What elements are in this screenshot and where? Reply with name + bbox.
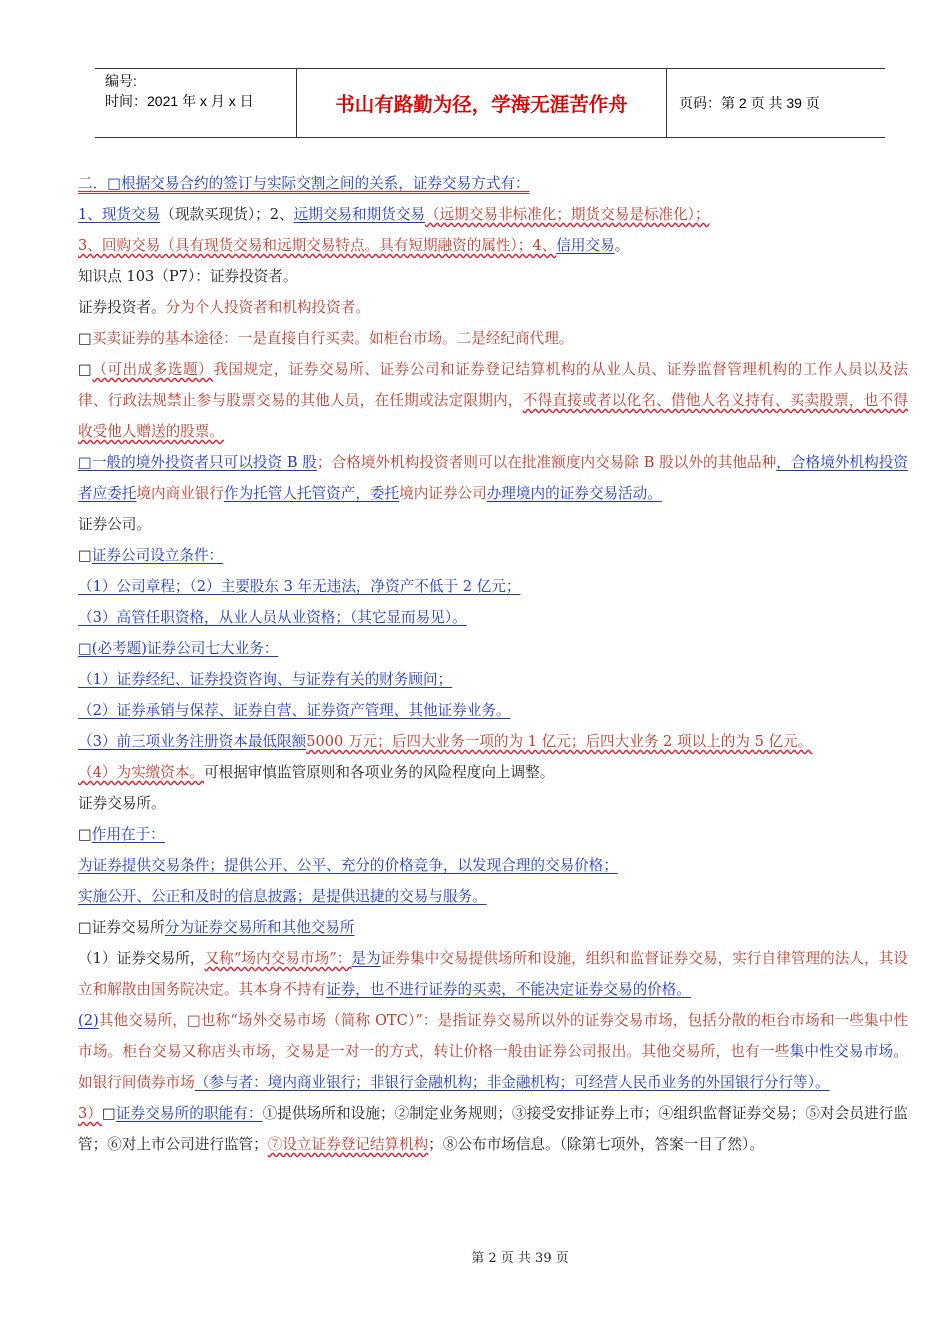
page-footer: 第 2 页 共 39 页 [471,1251,569,1266]
header-page-label: 页码：第 2 页 共 39 页 [679,95,820,111]
line-condition-3: （3）高管任职资格，从业人员从业资格；（其它显而易见）。 [78,609,467,626]
line-condition-1-2: （1）公司章程；（2）主要股东 3 年无违法，净资产不低于 2 亿元； [78,578,521,595]
header-motto: 书山有路勤为径，学海无涯苦作舟 [297,69,667,137]
line-seven-businesses: □(必考题)证券公司七大业务： [78,640,279,657]
header-meta [95,69,297,137]
line-trade-paths: □买卖证券的基本途径：一是直接自行买卖。如柜台市场。二是经纪商代理。 [78,330,574,347]
heading-securities-company: 证券公司。 [78,516,151,533]
time-label: 时间：2021 年 x 月 x 日 [105,93,254,109]
line-business-3: （3）前三项业务注册资本最低限额5000 万元；后四大业务一项的为 1 亿元；后四大业务 2 项以上的为 5 亿元。 [78,733,813,750]
line-repo-credit: 3、回购交易（具有现货交易和远期交易特点。具有短期融资的属性）；4、信用交易。 [78,237,630,254]
line-knowledge-103: 知识点 103（P7）：证券投资者。 [78,268,298,285]
heading-stock-exchange: 证券交易所。 [78,795,166,812]
line-business-1: （1）证券经纪、证券投资咨询、与证券有关的财务顾问； [78,671,453,688]
paragraph-exchange-definition: （1）证券交易所，又称“场内交易市场”：是为证券集中交易提供场所和设施，组织和监督证券交易，实行自律管理的法人，其设立和解散由国务院决定。其本身不持有证券，也不进行证券的买卖，不能决定证券交易的价格。 [78,950,908,998]
paragraph-foreign-investors: □一般的境外投资者只可以投资 B 股；合格境外机构投资者则可以在批准额度内交易除 B 股以外的其他品种，合格境外机构投资者应委托境内商业银行作为托管人托管资产，委托境内证券公司办理境内的证券交易活动。 [78,454,908,502]
line-exchange-types: □证券交易所分为证券交易所和其他交易所 [78,919,355,936]
line-investor-types: 证券投资者。分为个人投资者和机构投资者。 [78,299,370,316]
line-role: □作用在于： [78,826,165,843]
line-role-1: 为证券提供交易条件；提供公开、公平、充分的价格竞争，以发现合理的交易价格； [78,857,618,874]
line-trade-methods: 二．□根据交易合约的签订与实际交割之间的关系，证券交易方式有： [78,175,530,192]
line-setup-conditions: □证券公司设立条件： [78,547,224,564]
paragraph-exchange-functions: 3）□证券交易所的职能有：①提供场所和设施；②制定业务规则；③接受安排证券上市；④组织监督证券交易；⑤对会员进行监管；⑥对上市公司进行监管；⑦设立证券登记结算机构；⑧公布市场信息。（除第七项外，答案一目了然）。 [78,1105,908,1153]
document-body [78,168,908,1160]
number-label: 编号: [105,73,137,89]
line-business-2: （2）证券承销与保荐、证券自营、证券资产管理、其他证券业务。 [78,702,511,719]
paragraph-prohibition: □（可出成多选题）我国规定，证券交易所、证券公司和证券登记结算机构的从业人员、证券监督管理机构的工作人员以及法律、行政法规禁止参与股票交易的其他人员，在任期或法定限期内，不得直接或者以化名、借他人名义持有、买卖股票，也不得收受他人赠送的股票。 [78,361,908,440]
line-business-4: （4）为实缴资本。可根据审慎监管原则和各项业务的风险程度向上调整。 [78,764,555,781]
page-header [95,68,885,138]
line-spot-forward: 1、现货交易（现款买现货）；2、远期交易和期货交易（远期交易非标准化；期货交易是标准化）； [78,206,710,223]
line-role-2: 实施公开、公正和及时的信息披露；是提供迅捷的交易与服务。 [78,888,487,905]
paragraph-otc: (2)其他交易所，□也称“场外交易市场（简称 OTC）”：是指证券交易所以外的证券交易市场，包括分散的柜台市场和一些集中性市场。柜台交易又称店头市场，交易是一对一的方式，转让价格一般由证券公司报出。其他交易所，也有一些集中性交易市场。如银行间债券市场（参与者：境内商业银行；非银行金融机构；非金融机构；可经营人民币业务的外国银行分行等）。 [78,1012,908,1091]
